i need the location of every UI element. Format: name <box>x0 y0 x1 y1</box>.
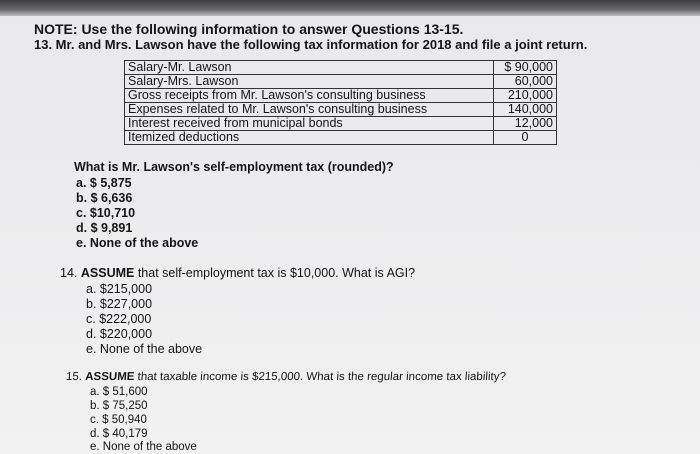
row-label: Salary-Mr. Lawson <box>125 61 494 75</box>
row-value: 140,000 <box>494 103 557 117</box>
question-14-rest: that self-employment tax is $10,000. What is AGI? <box>134 266 416 280</box>
row-value: 0 <box>494 131 557 145</box>
table-row <box>125 117 557 131</box>
row-label: Itemized deductions <box>125 131 494 145</box>
row-label: Salary-Mrs. Lawson <box>125 75 494 89</box>
q14-option-b: b. $227,000 <box>86 297 153 311</box>
question-14-text <box>60 266 415 280</box>
question-13-text: What is Mr. Lawson's self-employment tax (rounded)? <box>74 160 394 174</box>
table-row <box>125 61 557 75</box>
row-value: $ 90,000 <box>494 61 557 75</box>
tax-info-table <box>124 60 557 145</box>
q14-option-a: a. $215,000 <box>86 282 153 296</box>
assume-keyword: ASSUME <box>80 266 135 280</box>
row-value: 12,000 <box>494 117 557 131</box>
row-label: Gross receipts from Mr. Lawson's consulting business <box>125 89 494 103</box>
note-heading: NOTE: Use the following information to answer Questions 13-15. <box>34 21 464 37</box>
q14-option-d: d. $220,000 <box>86 327 153 341</box>
q13-option-b: b. $ 6,636 <box>76 191 133 205</box>
monitor-bezel <box>0 0 700 16</box>
row-label: Interest received from municipal bonds <box>125 117 494 131</box>
question-number: 15. <box>65 371 83 383</box>
question-number: 14. <box>60 266 78 280</box>
q15-option-d: d. $ 40,179 <box>90 428 148 440</box>
row-value: 60,000 <box>494 75 557 89</box>
q14-option-e: e. None of the above <box>86 342 203 356</box>
q13-option-e: e. None of the above <box>76 236 199 250</box>
q15-option-e: e. None of the above <box>90 441 197 453</box>
table-row <box>125 103 557 117</box>
row-value: 210,000 <box>494 89 557 103</box>
q15-option-c: c. $ 50,940 <box>90 414 147 426</box>
question-13-intro: 13. Mr. and Mrs. Lawson have the following tax information for 2018 and file a joint return. <box>34 37 588 52</box>
q15-option-b: b. $ 75,250 <box>90 400 148 412</box>
question-15-text <box>66 370 507 384</box>
table-row <box>125 89 557 103</box>
row-label: Expenses related to Mr. Lawson's consulting business <box>125 103 494 117</box>
q13-option-a: a. $ 5,875 <box>76 176 132 190</box>
q15-option-a: a. $ 51,600 <box>90 386 148 398</box>
table-row <box>125 75 557 89</box>
assume-keyword: ASSUME <box>84 371 135 383</box>
q13-option-c: c. $10,710 <box>76 206 136 220</box>
q13-option-d: d. $ 9,891 <box>76 221 133 235</box>
question-15-rest: that taxable income is $215,000. What is the regular income tax liability? <box>133 371 507 383</box>
q14-option-c: c. $222,000 <box>86 312 152 326</box>
table-row <box>125 131 557 145</box>
